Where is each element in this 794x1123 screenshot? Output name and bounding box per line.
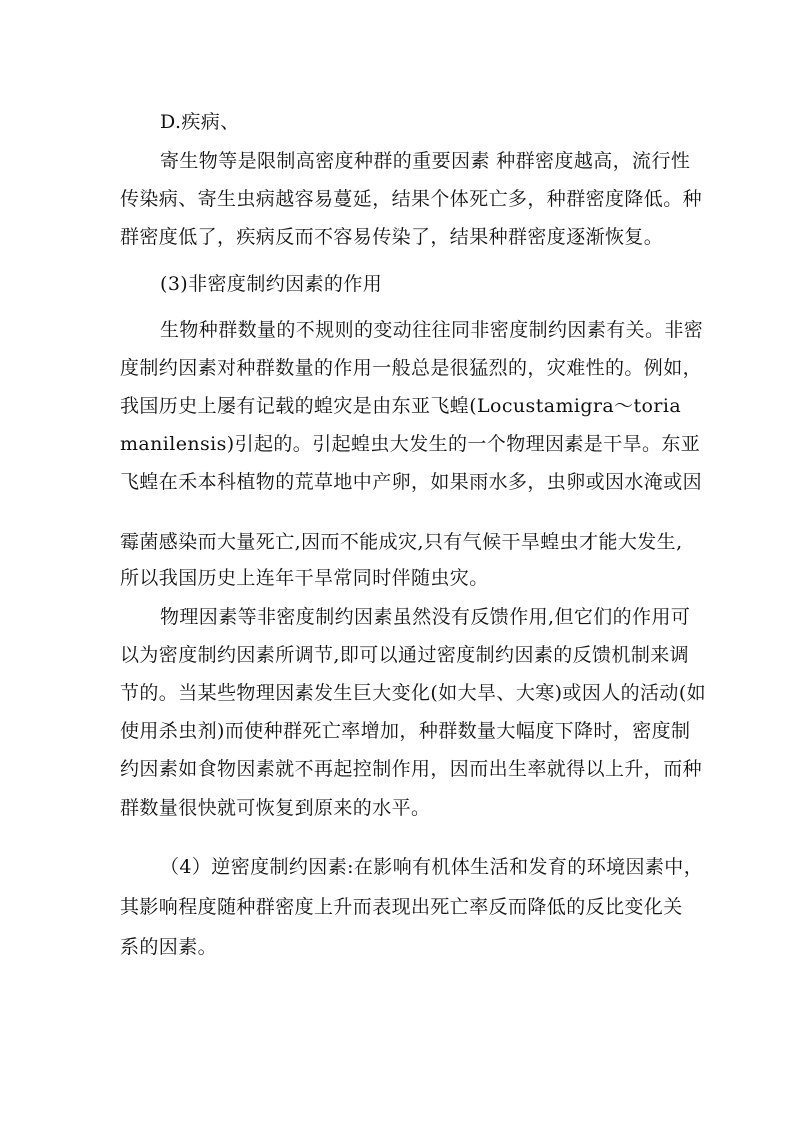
paragraph-3-line-2: 以为密度制约因素所调节,即可以通过密度制约因素的反馈机制来调 [120,644,690,666]
paragraph-4-line-2: 其影响程度随种群密度上升而表现出死亡率反而降低的反比变化关 [120,896,683,918]
paragraph-2-line-5: 飞蝗在禾本科植物的荒草地中产卵，如果雨水多，虫卵或因水淹或因 [120,471,703,493]
paragraph-1-line-1: 寄生物等是限制高密度种群的重要因素 种群密度越高，流行性 [160,150,691,172]
paragraph-4-line-1: （4）逆密度制约因素:在影响有机体生活和发育的环境因素中， [160,856,704,878]
section-3-heading: (3)非密度制约因素的作用 [160,273,383,295]
paragraph-2-line-1: 生物种群数量的不规则的变动往往同非密度制约因素有关。非密 [160,319,704,341]
option-d-line: D.疾病、 [160,111,240,133]
paragraph-3-line-5: 约因素如食物因素就不再起控制作用，因而出生率就得以上升，而种 [120,758,703,780]
paragraph-3-line-4: 使用杀虫剂)而使种群死亡率增加，种群数量大幅度下降时，密度制 [120,720,691,742]
paragraph-3-line-3: 节的。当某些物理因素发生巨大变化(如大旱、大寒)或因人的活动(如 [120,682,707,704]
paragraph-3-line-1: 物理因素等非密度制约因素虽然没有反馈作用,但它们的作用可 [160,606,691,628]
paragraph-2-line-4: manilensis)引起的。引起蝗虫大发生的一个物理因素是干旱。东亚 [120,433,701,455]
paragraph-2-line-3: 我国历史上屡有记载的蝗灾是由东亚飞蝗(Locustamigra～toria [120,395,682,417]
paragraph-2-line-7: 所以我国历史上连年干旱常同时伴随虫灾。 [120,567,489,589]
paragraph-4-line-3: 系的因素。 [120,936,218,958]
paragraph-2-line-6: 霉菌感染而大量死亡,因而不能成灾,只有气候干旱蝗虫才能大发生, [120,531,683,553]
paragraph-1-line-2: 传染病、寄生虫病越容易蔓延，结果个体死亡多，种群密度降低。种 [120,188,703,210]
paragraph-3-line-6: 群数量很快就可恢复到原来的水平。 [120,797,431,819]
paragraph-2-line-2: 度制约因素对种群数量的作用一般总是很猛烈的，灾难性的。例如， [120,357,703,379]
paragraph-1-line-3: 群密度低了，疾病反而不容易传染了，结果种群密度逐渐恢复。 [120,226,664,248]
